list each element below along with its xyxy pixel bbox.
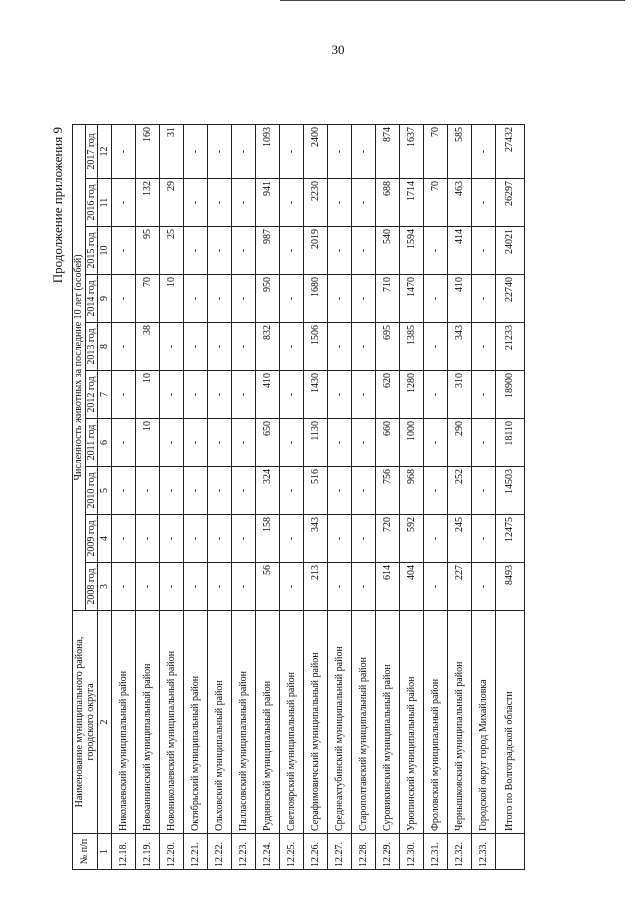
header-column-number: 12	[98, 124, 112, 178]
value-cell: -	[160, 323, 184, 371]
value-cell: -	[424, 275, 448, 323]
value-cell: -	[208, 275, 232, 323]
total-value-cell: 14503	[496, 467, 525, 515]
table-row	[328, 124, 352, 869]
value-cell: 1594	[400, 227, 424, 275]
value-cell: 70	[424, 124, 448, 178]
value-cell: 2019	[304, 227, 328, 275]
value-cell: -	[160, 467, 184, 515]
row-number: 12.30.	[400, 834, 424, 870]
value-cell: -	[472, 227, 496, 275]
value-cell: -	[184, 563, 208, 611]
value-cell: -	[160, 419, 184, 467]
value-cell: 310	[448, 371, 472, 419]
page-number: 30	[331, 42, 345, 57]
value-cell: -	[280, 179, 304, 227]
value-cell: 585	[448, 124, 472, 178]
table-row	[184, 124, 208, 869]
value-cell: 160	[136, 124, 160, 178]
value-cell: -	[472, 275, 496, 323]
value-cell: 213	[304, 563, 328, 611]
value-cell: -	[280, 419, 304, 467]
value-cell: -	[328, 227, 352, 275]
value-cell: -	[232, 179, 256, 227]
value-cell: -	[208, 371, 232, 419]
value-cell: -	[352, 124, 376, 178]
table-row	[256, 124, 280, 869]
row-number: 12.24.	[256, 834, 280, 870]
value-cell: -	[472, 563, 496, 611]
header-column-number: 5	[98, 467, 112, 515]
header-year: 2017 год	[85, 124, 98, 178]
row-number: 12.27.	[328, 834, 352, 870]
header-column-number: 3	[98, 563, 112, 611]
value-cell: 987	[256, 227, 280, 275]
value-cell: -	[280, 371, 304, 419]
value-cell: 1637	[400, 124, 424, 178]
row-number: 12.32.	[448, 834, 472, 870]
header-year: 2009 год	[85, 515, 98, 563]
header-column-number: 7	[98, 371, 112, 419]
total-value-cell: 21233	[496, 323, 525, 371]
row-number: 12.33.	[472, 834, 496, 870]
value-cell: -	[352, 275, 376, 323]
value-cell: -	[472, 515, 496, 563]
value-cell: 941	[256, 179, 280, 227]
value-cell: 10	[160, 275, 184, 323]
value-cell: 540	[376, 227, 400, 275]
rotated-page	[40, 30, 620, 875]
value-cell: 10	[136, 419, 160, 467]
value-cell: -	[112, 323, 136, 371]
value-cell: -	[328, 515, 352, 563]
value-cell: 516	[304, 467, 328, 515]
value-cell: -	[232, 515, 256, 563]
value-cell: -	[112, 515, 136, 563]
table-row	[400, 124, 424, 869]
value-cell: 650	[256, 419, 280, 467]
value-cell: 414	[448, 227, 472, 275]
header-column-number: 11	[98, 179, 112, 227]
value-cell: -	[208, 563, 232, 611]
value-cell: -	[184, 124, 208, 178]
value-cell: 324	[256, 467, 280, 515]
row-number: 12.21.	[184, 834, 208, 870]
district-name: Суровикинский муниципальный район	[376, 611, 400, 834]
district-name: Светлоярский муниципальный район	[280, 611, 304, 834]
header-row-column-numbers	[98, 124, 112, 869]
value-cell: 29	[160, 179, 184, 227]
value-cell: 410	[448, 275, 472, 323]
row-number: 12.29.	[376, 834, 400, 870]
value-cell: 620	[376, 371, 400, 419]
value-cell: -	[328, 124, 352, 178]
value-cell: -	[424, 419, 448, 467]
value-cell: -	[352, 419, 376, 467]
header-row-group	[73, 124, 86, 869]
value-cell: -	[112, 371, 136, 419]
value-cell: 1714	[400, 179, 424, 227]
value-cell: -	[280, 467, 304, 515]
table-row	[112, 124, 136, 869]
header-number: № п/п	[73, 834, 98, 870]
value-cell: -	[112, 179, 136, 227]
table-row	[232, 124, 256, 869]
value-cell: 2230	[304, 179, 328, 227]
district-name: Серафимовичский муниципальный район	[304, 611, 328, 834]
value-cell: 463	[448, 179, 472, 227]
header-year: 2011 год	[85, 419, 98, 467]
value-cell: -	[328, 563, 352, 611]
total-value-cell: 26297	[496, 179, 525, 227]
value-cell: -	[352, 467, 376, 515]
value-cell: 1093	[256, 124, 280, 178]
value-cell: 158	[256, 515, 280, 563]
value-cell: 31	[160, 124, 184, 178]
value-cell: -	[352, 515, 376, 563]
value-cell: 245	[448, 515, 472, 563]
total-value-cell: 8493	[496, 563, 525, 611]
value-cell: 290	[448, 419, 472, 467]
value-cell: -	[232, 371, 256, 419]
value-cell: 710	[376, 275, 400, 323]
value-cell: 832	[256, 323, 280, 371]
header-column-number: 10	[98, 227, 112, 275]
value-cell: 720	[376, 515, 400, 563]
top-rule	[280, 0, 625, 1]
row-number: 12.22.	[208, 834, 232, 870]
value-cell: 252	[448, 467, 472, 515]
value-cell: -	[136, 467, 160, 515]
value-cell: -	[280, 323, 304, 371]
district-name: Городской округ город Михайловка	[472, 611, 496, 834]
row-number: 12.18.	[112, 834, 136, 870]
district-name: Новоаннинский муниципальный район	[136, 611, 160, 834]
header-column-number: 2	[98, 611, 112, 834]
value-cell: 1385	[400, 323, 424, 371]
value-cell: -	[472, 179, 496, 227]
value-cell: -	[280, 227, 304, 275]
header-year: 2008 год	[85, 563, 98, 611]
value-cell: 343	[304, 515, 328, 563]
district-name: Урюпинский муниципальный район	[400, 611, 424, 834]
value-cell: -	[208, 515, 232, 563]
value-cell: 1280	[400, 371, 424, 419]
district-name: Среднеахтубинский муниципальный район	[328, 611, 352, 834]
header-year: 2010 год	[85, 467, 98, 515]
header-column-number: 6	[98, 419, 112, 467]
value-cell: 70	[136, 275, 160, 323]
value-cell: 410	[256, 371, 280, 419]
value-cell: -	[136, 563, 160, 611]
value-cell: -	[280, 563, 304, 611]
total-value-cell: 12475	[496, 515, 525, 563]
table-row	[352, 124, 376, 869]
value-cell: 404	[400, 563, 424, 611]
value-cell: -	[184, 323, 208, 371]
table-body	[112, 124, 525, 869]
table-row	[448, 124, 472, 869]
value-cell: 874	[376, 124, 400, 178]
value-cell: 1130	[304, 419, 328, 467]
header-year: 2016 год	[85, 179, 98, 227]
value-cell: -	[184, 179, 208, 227]
header-year: 2012 год	[85, 371, 98, 419]
value-cell: -	[328, 371, 352, 419]
value-cell: -	[328, 275, 352, 323]
row-number: 12.23.	[232, 834, 256, 870]
appendix-caption: Продолжение приложения 9	[50, 127, 65, 284]
value-cell: -	[112, 419, 136, 467]
value-cell: -	[424, 467, 448, 515]
total-value-cell: 22740	[496, 275, 525, 323]
table-row	[208, 124, 232, 869]
value-cell: -	[328, 419, 352, 467]
table-row	[424, 124, 448, 869]
district-name: Руднянский муниципальный район	[256, 611, 280, 834]
district-name: Ольховский муниципальный район	[208, 611, 232, 834]
value-cell: 1680	[304, 275, 328, 323]
value-cell: -	[232, 275, 256, 323]
value-cell: -	[208, 227, 232, 275]
header-column-number: 1	[98, 834, 112, 870]
value-cell: -	[160, 515, 184, 563]
table-row	[376, 124, 400, 869]
value-cell: 56	[256, 563, 280, 611]
value-cell: -	[112, 563, 136, 611]
district-name: Старополтавский муниципальный район	[352, 611, 376, 834]
header-column-number: 9	[98, 275, 112, 323]
value-cell: -	[472, 323, 496, 371]
value-cell: -	[424, 227, 448, 275]
row-number: 12.31.	[424, 834, 448, 870]
value-cell: -	[352, 371, 376, 419]
value-cell: -	[160, 371, 184, 419]
header-column-number: 4	[98, 515, 112, 563]
value-cell: -	[160, 563, 184, 611]
value-cell: -	[232, 227, 256, 275]
value-cell: -	[112, 275, 136, 323]
header-population-group: Численность животных за последние 10 лет (особей)	[73, 124, 86, 610]
value-cell: -	[232, 467, 256, 515]
row-number	[496, 834, 525, 870]
value-cell: 343	[448, 323, 472, 371]
total-value-cell: 18110	[496, 419, 525, 467]
value-cell: -	[208, 467, 232, 515]
value-cell: -	[424, 515, 448, 563]
row-number: 12.20.	[160, 834, 184, 870]
district-name: Николаевский муниципальный район	[112, 611, 136, 834]
value-cell: -	[184, 227, 208, 275]
header-year: 2015 год	[85, 227, 98, 275]
value-cell: -	[184, 515, 208, 563]
value-cell: 10	[136, 371, 160, 419]
value-cell: -	[352, 179, 376, 227]
value-cell: -	[472, 419, 496, 467]
value-cell: 756	[376, 467, 400, 515]
value-cell: 95	[136, 227, 160, 275]
district-name: Новониколаевский муниципальный район	[160, 611, 184, 834]
value-cell: 70	[424, 179, 448, 227]
value-cell: -	[280, 124, 304, 178]
value-cell: -	[328, 323, 352, 371]
value-cell: -	[112, 227, 136, 275]
value-cell: 950	[256, 275, 280, 323]
value-cell: 1000	[400, 419, 424, 467]
value-cell: -	[280, 515, 304, 563]
value-cell: -	[136, 515, 160, 563]
value-cell: -	[208, 179, 232, 227]
table-row	[472, 124, 496, 869]
value-cell: 1430	[304, 371, 328, 419]
total-value-cell: 24021	[496, 227, 525, 275]
value-cell: -	[184, 371, 208, 419]
value-cell: -	[472, 467, 496, 515]
value-cell: -	[232, 323, 256, 371]
header-year: 2013 год	[85, 323, 98, 371]
row-number: 12.28.	[352, 834, 376, 870]
row-number: 12.19.	[136, 834, 160, 870]
value-cell: -	[232, 563, 256, 611]
value-cell: 968	[400, 467, 424, 515]
row-number: 12.26.	[304, 834, 328, 870]
district-name: Фроловский муниципальный район	[424, 611, 448, 834]
header-year: 2014 год	[85, 275, 98, 323]
value-cell: 660	[376, 419, 400, 467]
value-cell: -	[208, 323, 232, 371]
value-cell: -	[424, 323, 448, 371]
value-cell: -	[232, 419, 256, 467]
value-cell: -	[328, 179, 352, 227]
total-value-cell: 18900	[496, 371, 525, 419]
header-district-name: Наименование муниципального района, городского округа	[73, 611, 98, 834]
table-row	[160, 124, 184, 869]
value-cell: 227	[448, 563, 472, 611]
district-name: Октябрьский муниципальный район	[184, 611, 208, 834]
value-cell: -	[352, 227, 376, 275]
value-cell: -	[472, 371, 496, 419]
table-row	[280, 124, 304, 869]
value-cell: -	[352, 323, 376, 371]
value-cell: -	[424, 563, 448, 611]
value-cell: -	[280, 275, 304, 323]
value-cell: 25	[160, 227, 184, 275]
table-row	[136, 124, 160, 869]
value-cell: -	[112, 467, 136, 515]
value-cell: 132	[136, 179, 160, 227]
value-cell: 695	[376, 323, 400, 371]
value-cell: 1506	[304, 323, 328, 371]
value-cell: 1470	[400, 275, 424, 323]
value-cell: -	[328, 467, 352, 515]
value-cell: 2400	[304, 124, 328, 178]
total-label: Итого по Волгоградской области	[496, 611, 525, 834]
value-cell: -	[184, 419, 208, 467]
total-row	[496, 124, 525, 869]
header-column-number: 8	[98, 323, 112, 371]
row-number: 12.25.	[280, 834, 304, 870]
value-cell: -	[208, 419, 232, 467]
value-cell: 688	[376, 179, 400, 227]
value-cell: -	[112, 124, 136, 178]
total-value-cell: 27432	[496, 124, 525, 178]
value-cell: -	[472, 124, 496, 178]
animal-population-table	[72, 124, 525, 870]
value-cell: 614	[376, 563, 400, 611]
value-cell: -	[232, 124, 256, 178]
value-cell: -	[424, 371, 448, 419]
value-cell: -	[208, 124, 232, 178]
value-cell: 592	[400, 515, 424, 563]
district-name: Чернышковский муниципальный район	[448, 611, 472, 834]
value-cell: -	[184, 467, 208, 515]
value-cell: -	[352, 563, 376, 611]
district-name: Палласовский муниципальный район	[232, 611, 256, 834]
table-row	[304, 124, 328, 869]
value-cell: 38	[136, 323, 160, 371]
value-cell: -	[184, 275, 208, 323]
